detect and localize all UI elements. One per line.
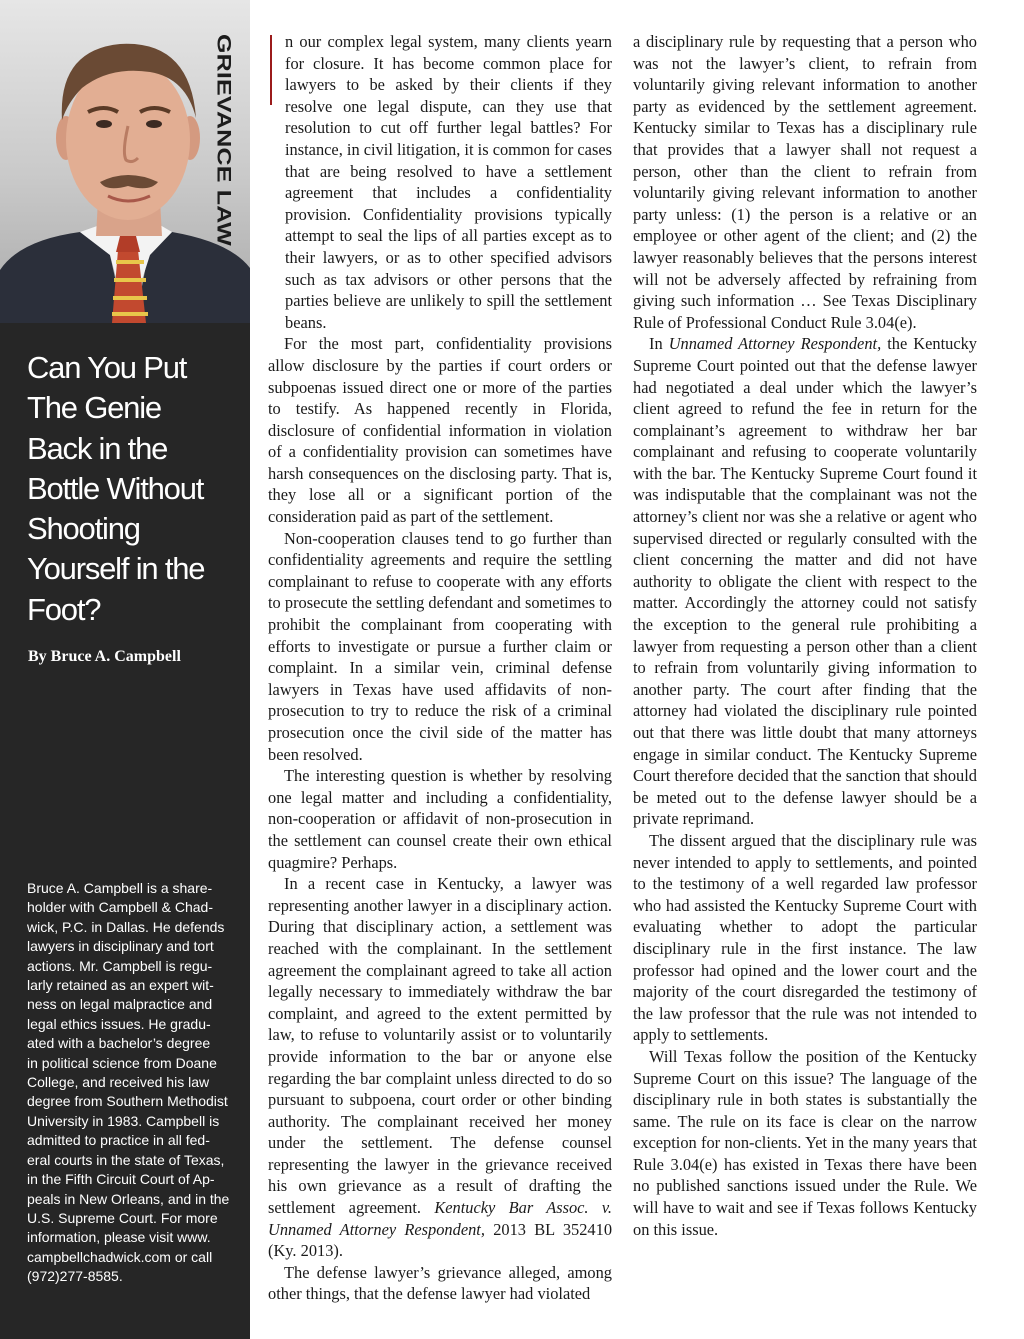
bio-line: (972)277-8585. — [27, 1268, 123, 1285]
bio-line: legal ethics issues. He gradu- — [27, 1015, 211, 1032]
paragraph-text: In — [649, 334, 663, 354]
bio-line: admitted to practice in all fed- — [27, 1132, 210, 1149]
paragraph — [268, 873, 612, 1262]
bio-line: larly retained as an expert wit- — [27, 977, 214, 994]
headline-line: The Genie — [27, 390, 161, 426]
bio-line: peals in New Orleans, and in the — [27, 1190, 230, 1207]
paragraph: n our complex legal system, many clients yearn for closure. It has become common place for lawyers to be asked by their clients if they resolve one legal dispute, can they use that resolution to cut off further legal battles? For instance, in civil litigation, it is common for cases that are being resolved to have a settlement agreement that includes a confidentiality provision. Confidentiality provisions typically attempt to seal the lips of all parties except as to their lawyers, or as to other specified advisors such as tax advisors or other persons that the parties believe are unlikely to spill the settlement beans. — [285, 32, 612, 332]
bio-line: actions. Mr. Campbell is regu- — [27, 957, 213, 974]
bio-line: eral courts in the state of Texas, — [27, 1151, 225, 1168]
sidebar — [0, 0, 250, 1339]
bio-line: U.S. Supreme Court. For more — [27, 1209, 218, 1226]
bio-line: in political science from Doane — [27, 1054, 217, 1071]
bio-line: lawyers in disciplinary and tort — [27, 938, 214, 955]
headline-line: Yourself in the — [27, 551, 205, 587]
bio-line: ness on legal malpractice and — [27, 996, 213, 1013]
paragraph: The dissent argued that the disciplinary rule was never intended to apply to settlements, and pointed to the testimony of a well regarded law professor who had assisted the Kentucky Supreme Court with evaluating whether to adopt the particular disciplinary rule in the first instance. The law professor had opined and the lower court and the majority of the court disregarded the testimony of the law professor that the rule was not intended to apply to settlements. — [633, 830, 977, 1045]
bio-line: College, and received his law — [27, 1074, 210, 1091]
article-column-2 — [633, 31, 977, 1240]
headline-line: Back in the — [27, 430, 168, 466]
bio-line: information, please visit www. — [27, 1229, 211, 1246]
byline: By Bruce A. Campbell — [28, 648, 181, 665]
bio-line: in the Fifth Circuit Court of Ap- — [27, 1171, 215, 1188]
paragraph-text: In a recent case in Kentucky, a lawyer was representing another lawyer in a disciplinary action. During that disciplinary action, a settlement was reached with the complainant. In the settlement agreement the complainant agreed to take all action legally necessary to immediately withdraw the bar complaint, and agreed to the extent permitted by law, to refuse to voluntarily assist or to voluntarily provide information to the bar or anyone else regarding the bar complaint unless directed to do so pursuant to subpoena, court order or other binding authority. The complainant received her money under the settlement. The defense counsel representing the lawyer in the grievance received his own grievance as a result of drafting the settlement agreement. — [268, 874, 612, 1218]
headline-line: Bottle Without — [27, 470, 204, 506]
paragraph: The interesting question is whether by resolving one legal matter and including a confidentiality, non-cooperation or affidavit of non-prosecution in the settlement can counsel create their own ethical quagmire? Perhaps. — [268, 766, 612, 872]
headline-line: Shooting — [27, 511, 140, 547]
headline-line: Can You Put — [27, 350, 187, 385]
case-citation: Kentucky Bar Assoc. v. Unnamed Attorney Respondent, — [268, 1198, 612, 1239]
paragraph: a disciplinary rule by requesting that a person who was not the lawyer’s client, to refrain from voluntarily giving relevant information to another party as evidenced by the settlement agreement. Kentucky similar to Texas has a disciplinary rule that provides that a lawyer shall not request a person, other than the client to refrain from voluntarily giving relevant information to another party unless: (1) the person is a relative or an employee or other agent of the client; and (2) the lawyer reasonably believes that the persons interest will not be adversely affected by refraining from giving such information … See Texas Disciplinary Rule of Professional Conduct Rule 3.04(e). — [633, 32, 977, 332]
bio-line: campbellchadwick.com or call — [27, 1248, 213, 1265]
bio-line: degree from Southern Methodist — [27, 1093, 228, 1110]
paragraph: The defense lawyer’s grievance alleged, among other things, that the defense lawyer had violated — [268, 1262, 612, 1304]
bio-line: University in 1983. Campbell is — [27, 1112, 220, 1129]
section-label — [212, 34, 238, 244]
paragraph: For the most part, confidentiality provisions allow disclosure by the parties if court orders or subpoenas issued direct one or more of the parties to testify. As happened recently in Florida, disclosure of confidential information in violation of a confidentiality provision can sometimes have harsh consequences on the disclosing party. That is, they lose all or a significant portion of the consideration paid as part of the settlement. — [268, 334, 612, 527]
bio-line: holder with Campbell & Chad- — [27, 899, 213, 916]
article-column-1 — [268, 31, 612, 1305]
section-label-text: GRIEVANCE LAW — [212, 34, 235, 246]
paragraph-text: the Kentucky Supreme Court pointed out that the defense lawyer had negotiated a deal under which the lawyer’s client agreed to refund the fee in return for the complainant’s agreement to withdraw her bar complainant and refusing to cooperate voluntarily with the bar. The Kentucky Supreme Court found it was indisputable that the complainant was not the attorney’s client nor was she a relative or agent who supervised directed or regularly consulted with the client concerning the matter and did not have authority to obligate the client with respect to the matter. Accordingly the attorney could not satisfy the exception to the general rule prohibiting a lawyer from requesting a person other than a client to refrain from voluntarily giving information to another party. The court after finding that the attorney had violated the disciplinary rule pointed out that there was little doubt that many attorneys engage in similar conduct. The Kentucky Supreme Court therefore decided that the sanction that should be meted out to the defense lawyer should be a private reprimand. — [633, 334, 977, 829]
bio-line: wick, P.C. in Dallas. He defends — [27, 918, 225, 935]
author-bio — [27, 879, 239, 1287]
paragraph: Will Texas follow the position of the Kentucky Supreme Court on this issue? The language of the disciplinary rule in both states is substantially the same. The rule on its face is clear on the narrow exception for non-clients. Yet in the many years that Rule 3.04(e) has existed in Texas there have been no published sanctions issued under the Rule. We will have to wait and see if Texas follows Kentucky on this issue. — [633, 1046, 977, 1239]
bio-line: ated with a bachelor’s degree — [27, 1035, 211, 1052]
headline-line: Foot? — [27, 591, 101, 627]
author-photo — [0, 0, 250, 323]
paragraph: Non-cooperation clauses tend to go further than confidentiality agreements and require the settling complainant to refuse to cooperate with any efforts to prosecute the settling defendant and sometimes to prohibit the complainant from cooperating with efforts to investigate or pursue a further claim or complaint. In a similar vein, criminal defense lawyers in Texas have used affidavits of non-prosecution to try to reduce the risk of a criminal prosecution once the civil side of the matter has been resolved. — [268, 528, 612, 764]
article-headline — [27, 348, 242, 630]
paragraph — [633, 333, 977, 830]
bio-line: Bruce A. Campbell is a share- — [27, 880, 213, 896]
citation-reference: 2013 BL 352410 (Ky. 2013). — [268, 1219, 613, 1261]
case-name: Unnamed Attorney Respondent, — [668, 334, 882, 354]
